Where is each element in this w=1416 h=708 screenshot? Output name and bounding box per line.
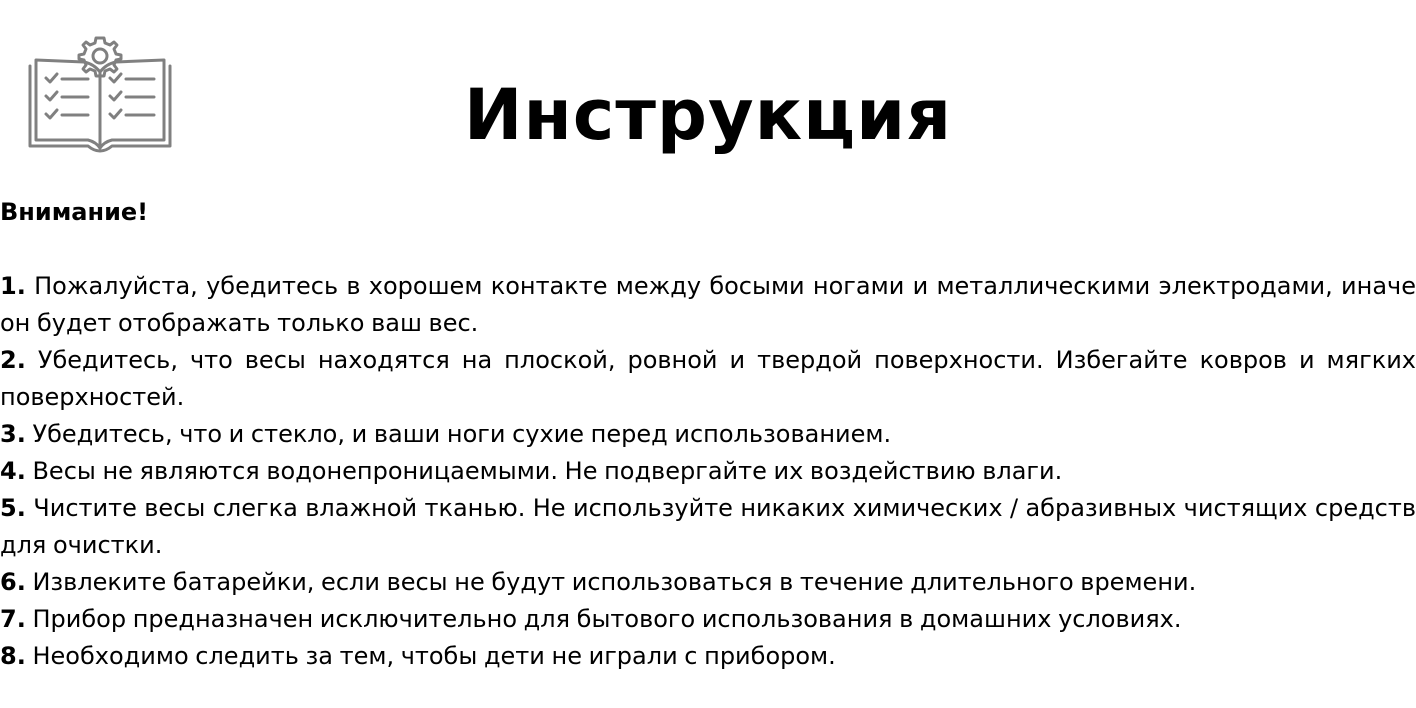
item-text: Убедитесь, что весы находятся на плоской, ровной и твердой поверхности. Избегайте ковров и мягких поверхностей. — [0, 346, 1416, 411]
instruction-item-6 — [0, 564, 1416, 601]
item-text: Чистите весы слегка влажной тканью. Не используйте никаких химических / абразивных чистящих средств для очистки. — [0, 494, 1416, 559]
instruction-item-8 — [0, 638, 1416, 675]
instruction-item-7 — [0, 601, 1416, 638]
item-number: 6. — [0, 568, 26, 596]
instruction-item-1 — [0, 268, 1416, 342]
item-number: 2. — [0, 346, 26, 374]
instructions-content — [0, 194, 1416, 675]
item-text: Извлеките батарейки, если весы не будут использоваться в течение длительного времени. — [32, 568, 1197, 596]
item-text: Весы не являются водонепроницаемыми. Не подвергайте их воздействию влаги. — [32, 457, 1063, 485]
page-header — [0, 0, 1416, 190]
item-text: Убедитесь, что и стекло, и ваши ноги сухие перед использованием. — [32, 420, 892, 448]
item-number: 8. — [0, 642, 26, 670]
instruction-item-2 — [0, 342, 1416, 416]
item-number: 4. — [0, 457, 26, 485]
item-number: 5. — [0, 494, 26, 522]
instruction-item-4 — [0, 453, 1416, 490]
item-number: 3. — [0, 420, 26, 448]
item-text: Пожалуйста, убедитесь в хорошем контакте между босыми ногами и металлическими электродами, иначе он будет отображать только ваш вес. — [0, 272, 1416, 337]
instruction-item-5 — [0, 490, 1416, 564]
page-title: Инструкция — [463, 74, 953, 156]
item-number: 7. — [0, 605, 26, 633]
instruction-list — [0, 268, 1416, 675]
item-text: Прибор предназначен исключительно для бытового использования в домашних условиях. — [32, 605, 1182, 633]
instruction-item-3 — [0, 416, 1416, 453]
warning-heading: Внимание! — [0, 198, 149, 226]
item-number: 1. — [0, 272, 26, 300]
item-text: Необходимо следить за тем, чтобы дети не играли с прибором. — [32, 642, 836, 670]
